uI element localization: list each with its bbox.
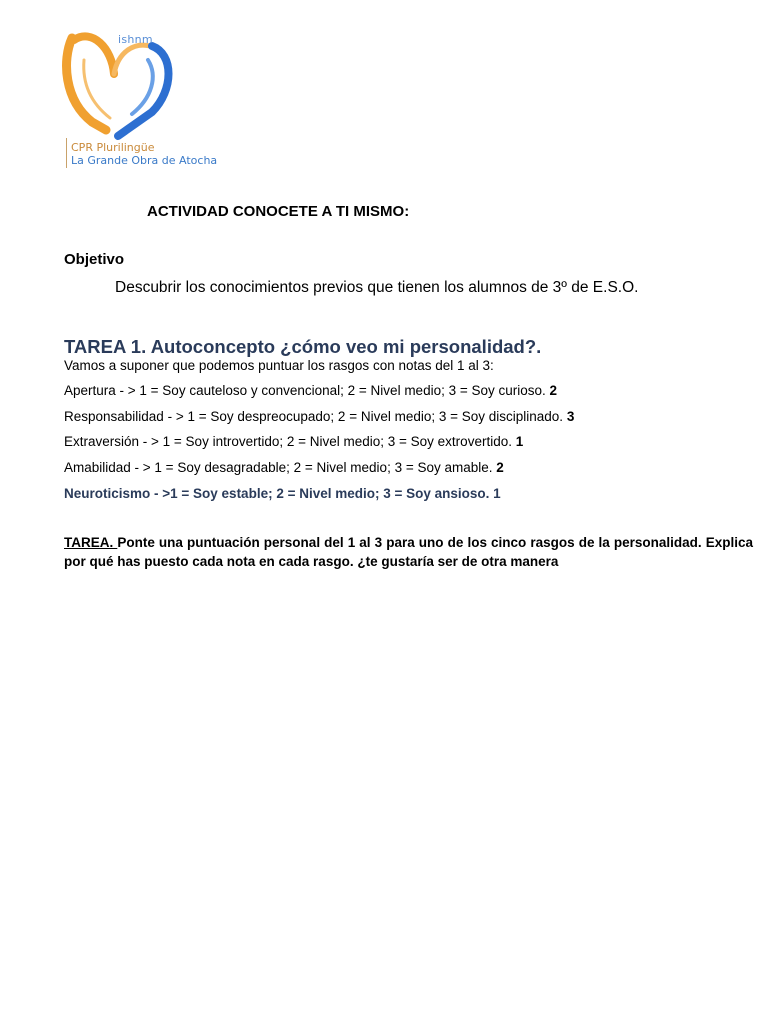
- objetivo-text: Descubrir los conocimientos previos que tienen los alumnos de 3º de E.S.O.: [115, 279, 639, 296]
- tarea1-intro: Vamos a suponer que podemos puntuar los rasgos con notas del 1 al 3:: [64, 358, 494, 373]
- trait-text: Extraversión - > 1 = Soy introvertido; 2 = Nivel medio; 3 = Soy extrovertido.: [64, 434, 516, 449]
- trait-responsabilidad: [64, 409, 574, 424]
- logo-school-name: CPR Plurilingüe: [71, 141, 155, 154]
- trait-score: 1: [493, 486, 501, 501]
- page-title: ACTIVIDAD CONOCETE A TI MISMO:: [147, 203, 410, 220]
- tarea1-heading: [64, 336, 541, 358]
- tarea2-paragraph: [64, 533, 753, 571]
- school-logo: [62, 30, 232, 172]
- trait-score: 1: [515, 434, 524, 449]
- trait-score: 3: [566, 409, 575, 424]
- tarea2-label: TAREA.: [64, 535, 118, 550]
- trait-text: Apertura - > 1 = Soy cauteloso y convencional; 2 = Nivel medio; 3 = Soy curioso.: [64, 383, 550, 398]
- trait-score: 2: [496, 460, 504, 475]
- trait-apertura: [64, 383, 557, 398]
- logo-divider: [66, 138, 67, 168]
- trait-amabilidad: [64, 460, 504, 475]
- objetivo-heading: Objetivo: [64, 251, 125, 268]
- tarea2-text: Ponte una puntuación personal del 1 al 3 para uno de los cinco rasgos de la personalidad. Explica por qué has puesto cada nota en cada rasgo. ¿te gustaría ser de otra manera: [64, 535, 754, 569]
- trait-score: 2: [549, 383, 558, 398]
- trait-extraversion: [64, 434, 523, 449]
- heart-logo-icon: [62, 30, 182, 142]
- tarea1-heading-label: TAREA 1.: [64, 336, 147, 357]
- tarea1-heading-title: Autoconcepto ¿cómo veo mi personalidad?.: [146, 336, 542, 357]
- logo-school-subtitle: La Grande Obra de Atocha: [71, 154, 218, 167]
- trait-text: Amabilidad - > 1 = Soy desagradable; 2 = Nivel medio; 3 = Soy amable.: [64, 460, 497, 475]
- trait-text: Responsabilidad - > 1 = Soy despreocupado; 2 = Nivel medio; 3 = Soy disciplinado.: [64, 409, 567, 424]
- logo-brand-text: ishnm: [118, 33, 153, 46]
- trait-text: Neuroticismo - >1 = Soy estable; 2 = Nivel medio; 3 = Soy ansioso.: [64, 486, 494, 501]
- trait-neuroticismo: [64, 486, 501, 501]
